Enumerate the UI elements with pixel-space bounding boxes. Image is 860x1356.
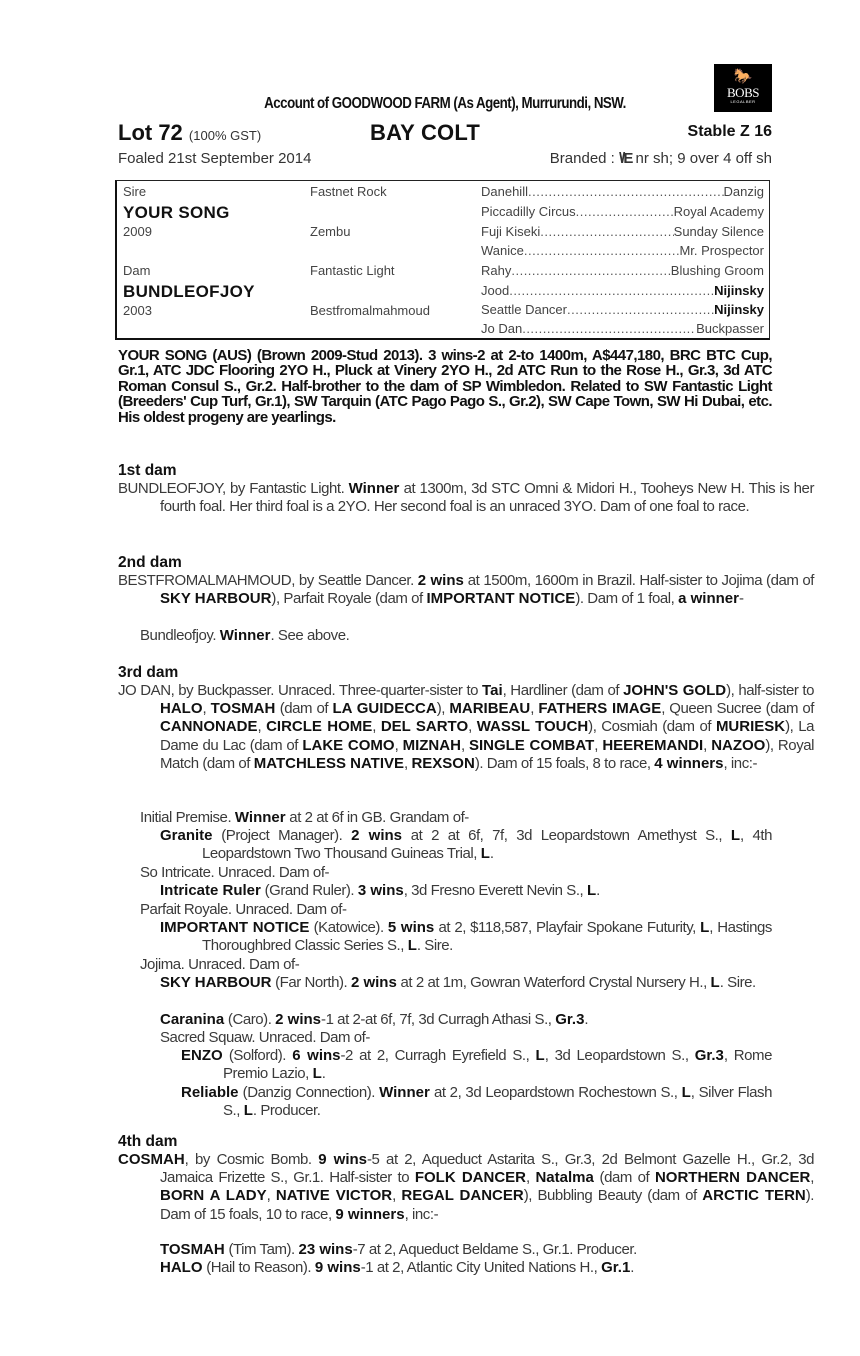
text-run: (Far North).	[271, 974, 351, 991]
bold-name: JOHN'S GOLD	[623, 682, 727, 699]
produce-entry	[181, 1084, 772, 1120]
produce-entry	[160, 1011, 772, 1029]
text-run: Bundleofjoy.	[140, 627, 220, 644]
text-run: ,	[404, 754, 412, 772]
bold-name: 6 wins	[292, 1047, 341, 1064]
bold-name: MARIBEAU	[449, 700, 531, 718]
text-run: (Grand Ruler).	[260, 882, 358, 899]
gst-note: (100% GST)	[188, 128, 262, 143]
sire-name: YOUR SONG	[123, 203, 230, 222]
text-run: So Intricate. Unraced. Dam of-	[140, 864, 330, 881]
text-run: (Solford).	[222, 1047, 293, 1064]
bold-name: L	[535, 1047, 545, 1064]
text-run: ,	[266, 1187, 276, 1205]
bold-name: NAZOO	[711, 736, 766, 754]
bold-name: TOSMAH	[160, 1241, 225, 1258]
leader-dots	[524, 243, 680, 258]
ancestor-left: Fuji Kiseki	[481, 224, 541, 239]
ancestor-left: Rahy	[481, 263, 512, 278]
text-run: . Producer.	[252, 1102, 321, 1120]
text-run: Parfait Royale. Unraced. Dam of-	[140, 901, 347, 918]
text-run: (Tim Tam).	[224, 1241, 299, 1258]
bold-name: TOSMAH	[210, 700, 276, 718]
logo-sub: LEGALBER	[730, 99, 756, 104]
sire-label: Sire	[123, 184, 147, 199]
lot-line	[118, 120, 772, 146]
bold-name: HEEREMANDI	[602, 736, 704, 754]
bold-name: LAKE COMO	[302, 736, 395, 754]
text-run: at 2 at 1m, Gowran Waterford Crystal Nursery H.,	[396, 974, 711, 991]
ancestor-right: Nijinsky	[714, 302, 764, 317]
text-run: , inc:-	[723, 754, 758, 772]
text-run: BUNDLEOFJOY, by Fantastic Light.	[118, 480, 349, 497]
text-run: .	[321, 1065, 326, 1083]
bold-name: 2 wins	[275, 1011, 322, 1028]
text-run: at 1500m, 1600m in Brazil. Half-sister to Jojima (dam of	[463, 572, 814, 589]
bold-name: NATIVE VICTOR	[275, 1187, 393, 1205]
text-run: (Caro).	[224, 1011, 276, 1028]
ancestor-right: Blushing Groom	[670, 263, 764, 278]
bold-name: Winner	[379, 1084, 430, 1101]
grandsire-maternal: Fantastic Light	[310, 263, 395, 278]
pedigree-table	[115, 180, 770, 340]
text-run: ), Royal Match (dam of	[160, 736, 815, 772]
ancestor-left: Danehill	[481, 184, 528, 199]
ancestor-right: Mr. Prospector	[679, 243, 764, 258]
brand-mark: \/E	[619, 150, 632, 167]
ancestor-row	[481, 184, 764, 199]
bold-name: L	[681, 1084, 691, 1101]
bold-name: 2 wins	[417, 572, 464, 589]
ancestor-row	[481, 321, 764, 336]
ancestor-row	[481, 224, 764, 239]
bold-name: BORN A LADY	[160, 1187, 267, 1205]
bold-name: IMPORTANT NOTICE	[160, 919, 310, 936]
bold-name: Tai	[482, 682, 503, 699]
text-run: ,	[392, 1187, 402, 1205]
ancestor-right: Nijinsky	[714, 283, 764, 298]
bold-name: SKY HARBOUR	[160, 590, 272, 608]
text-run: (Danzig Connection).	[238, 1084, 380, 1101]
bold-name: SKY HARBOUR	[160, 974, 272, 991]
bold-name: FOLK DANCER	[414, 1169, 527, 1187]
produce-entry	[160, 1241, 772, 1259]
text-run: Initial Premise.	[140, 809, 235, 826]
produce-entry	[160, 827, 772, 863]
leader-dots	[511, 263, 670, 278]
produce-entry	[160, 882, 772, 900]
bold-name: 2 wins	[350, 974, 397, 991]
bold-name: 23 wins	[298, 1241, 353, 1258]
text-run: . See above.	[270, 627, 350, 644]
bold-name: a winner	[678, 590, 739, 608]
lot-number	[118, 120, 261, 146]
text-run: ), Parfait Royale (dam of	[271, 590, 427, 608]
text-run: at 2 at 6f in GB. Grandam of-	[285, 809, 469, 826]
bold-name: HALO	[160, 1259, 203, 1276]
leader-dots	[528, 184, 724, 199]
bold-name: Gr.3	[694, 1047, 724, 1064]
bold-name: Gr.1	[601, 1259, 631, 1276]
text-run: ,	[703, 736, 712, 754]
bold-name: Granite	[160, 827, 213, 844]
brand-text: nr sh; 9 over 4 off sh	[635, 150, 772, 167]
text-run: at 2 at 6f, 7f, 3d Leopardstown Amethyst S.,	[402, 827, 731, 844]
bold-name: 9 winners	[335, 1205, 405, 1223]
text-run: ),	[436, 700, 450, 718]
sire-summary: YOUR SONG (AUS) (Brown 2009-Stud 2013). 3 wins-2 at 2-to 1400m, A$447,180, BRC BTC Cup, Gr.1, ATC JDC Flooring 2YO H., Pluck at Vinery 2YO H., 2d ATC Run to the Rose H., Gr.3, 3d ATC Roman Consul S., Gr.2. Half-brother to the dam of SP Wimbledon. Related to SW Fantastic Light (Breeders' Cup Turf, Gr.1), SW Tarquin (ATC Pago Pago S., Gr.2), SW Cape Town, SW Hi Dubai, etc. His oldest progeny are yearlings.	[118, 347, 772, 426]
bold-name: L	[710, 974, 720, 991]
bold-name: 9 wins	[314, 1259, 361, 1276]
text-run: -	[738, 590, 744, 608]
ancestor-right: Royal Academy	[673, 204, 764, 219]
bold-name: REGAL DANCER	[401, 1187, 524, 1205]
text-run: BESTFROMALMAHMOUD, by Seattle Dancer.	[118, 572, 418, 589]
produce-entry	[140, 864, 772, 882]
bold-name: Winner	[234, 809, 286, 826]
text-run: -2 at 2, Curragh Eyrefield S.,	[340, 1047, 536, 1064]
ancestor-row	[481, 263, 764, 278]
bold-name: NORTHERN DANCER	[654, 1169, 811, 1187]
leader-dots	[509, 283, 714, 298]
text-run: ,	[526, 1169, 536, 1187]
bold-name: COSMAH	[118, 1151, 185, 1168]
bold-name: LA GUIDECCA	[332, 700, 437, 718]
text-run: , Queen Sucree (dam of	[661, 700, 815, 718]
branded-label: Branded :	[549, 150, 615, 167]
bold-name: Natalma	[535, 1169, 594, 1187]
bold-name: SINGLE COMBAT	[468, 736, 595, 754]
dam-name: BUNDLEOFJOY	[123, 282, 255, 301]
grandsire-paternal: Fastnet Rock	[310, 184, 387, 199]
text-run: ,	[594, 736, 603, 754]
text-run: .	[630, 1259, 634, 1276]
text-run: ), Cosmiah (dam of	[588, 718, 716, 736]
bold-name: Caranina	[160, 1011, 225, 1028]
produce-entry	[140, 901, 772, 919]
lot-title: BAY COLT	[370, 120, 480, 145]
text-run: , 3d Fresno Everett Nevin S.,	[403, 882, 587, 899]
bold-name: CIRCLE HOME	[266, 718, 373, 736]
ancestor-right: Sunday Silence	[673, 224, 764, 239]
text-run: .	[596, 882, 600, 899]
text-run: , by Cosmic Bomb.	[184, 1151, 319, 1168]
produce-entry	[140, 956, 772, 974]
text-run: -7 at 2, Aqueduct Beldame S., Gr.1. Producer.	[352, 1241, 637, 1258]
bold-name: Winner	[219, 627, 271, 644]
bold-name: L	[312, 1065, 322, 1083]
produce-entry	[181, 1047, 772, 1083]
bold-name: IMPORTANT NOTICE	[426, 590, 576, 608]
bold-name: 4 winners	[654, 754, 724, 772]
granddam-maternal: Bestfromalmahmoud	[310, 303, 430, 318]
dam3-text	[118, 682, 814, 773]
text-run: ,	[202, 700, 211, 718]
text-run: (Katowice).	[309, 919, 388, 936]
bold-name: 9 wins	[318, 1151, 367, 1168]
bold-name: REXSON	[411, 754, 475, 772]
dam-label: Dam	[123, 263, 151, 278]
text-run: . Sire.	[416, 937, 453, 955]
heading-4th-dam: 4th dam	[118, 1133, 178, 1150]
produce-entry	[140, 809, 772, 827]
bold-name: MURIESK	[715, 718, 786, 736]
text-run: at 2, $118,587, Playfair Spokane Futurity,	[434, 919, 701, 936]
text-run: ). Dam of 15 foals, 8 to race,	[474, 754, 655, 772]
ancestor-left: Piccadilly Circus	[481, 204, 576, 219]
bold-name: MATCHLESS NATIVE	[253, 754, 405, 772]
text-run: ,	[257, 718, 267, 736]
bold-name: HALO	[160, 700, 203, 718]
granddam-paternal: Zembu	[310, 224, 351, 239]
heading-3rd-dam: 3rd dam	[118, 664, 179, 681]
bold-name: L	[730, 827, 741, 844]
bold-name: MIZNAH	[402, 736, 461, 754]
heading-1st-dam: 1st dam	[118, 462, 177, 479]
ancestor-left: Jo Dan	[481, 321, 523, 336]
produce-entry	[160, 919, 772, 955]
text-run: .	[584, 1011, 589, 1028]
ancestor-row	[481, 302, 764, 317]
text-run: , Hastings Thoroughbred Classic Series S.,	[202, 919, 772, 955]
text-run: at 1300m, 3d STC Omni & Midori H., Tooheys New H. This is her fourth foal. Her third foal is a 2YO. Her second foal is an unraced 3YO. Dam of one foal to race.	[160, 480, 814, 516]
bold-name: Gr.3	[555, 1011, 585, 1028]
brand-info	[550, 150, 772, 167]
bold-name: Winner	[348, 480, 400, 497]
text-run: ). Dam of 15 foals, 10 to race,	[160, 1187, 814, 1223]
bold-name: 2 wins	[351, 827, 402, 844]
racehorse-icon: 🐎	[733, 68, 753, 85]
text-run: , Silver Flash S.,	[223, 1084, 772, 1120]
bold-name: CANNONADE	[160, 718, 258, 736]
text-run: ,	[460, 736, 469, 754]
text-run: -5 at 2, Aqueduct Astarita S., Gr.3, 2d Belmont Gazelle H., Gr.2, 3d Jamaica Frizette S., Gr.1. Half-sister to	[160, 1151, 814, 1187]
dam-year: 2003	[123, 303, 152, 318]
dam1-text	[118, 480, 814, 516]
dam2-produce	[140, 627, 772, 645]
text-run: (Project Manager).	[212, 827, 352, 844]
stable-location: Stable Z 16	[687, 123, 772, 140]
text-run: JO DAN, by Buckpasser. Unraced. Three-quarter-sister to	[118, 682, 483, 699]
bold-name: L	[700, 919, 710, 936]
text-run: ), half-sister to	[726, 682, 814, 699]
text-run: Sacred Squaw. Unraced. Dam of-	[160, 1029, 370, 1046]
ancestor-left: Seattle Dancer	[481, 302, 567, 317]
text-run: -1 at 2, Atlantic City United Nations H.,	[360, 1259, 602, 1276]
ancestor-left: Wanice	[481, 243, 524, 258]
leader-dots	[522, 321, 696, 336]
ancestor-row	[481, 243, 764, 258]
bold-name: Reliable	[181, 1084, 239, 1101]
sire-year: 2009	[123, 224, 152, 239]
ancestor-right: Danzig	[723, 184, 764, 199]
produce-entry	[160, 974, 772, 992]
bold-name: DEL SARTO	[380, 718, 469, 736]
text-run: , 4th Leopardstown Two Thousand Guineas Trial,	[202, 827, 772, 863]
text-run: , 3d Leopardstown S.,	[544, 1047, 695, 1064]
heading-2nd-dam: 2nd dam	[118, 554, 182, 571]
bold-name: ARCTIC TERN	[702, 1187, 806, 1205]
text-run: , Rome Premio Lazio,	[223, 1047, 772, 1083]
text-run: at 2, 3d Leopardstown Rochestown S.,	[429, 1084, 682, 1101]
bold-name: FATHERS IMAGE	[538, 700, 662, 718]
bold-name: L	[480, 845, 490, 863]
text-run: .	[489, 845, 494, 863]
leader-dots	[576, 204, 674, 219]
bold-name: ENZO	[181, 1047, 223, 1064]
text-run: ,	[468, 718, 477, 736]
ancestor-left: Jood	[481, 283, 510, 298]
text-run: , inc:-	[404, 1205, 439, 1223]
text-run: (Hail to Reason).	[202, 1259, 315, 1276]
foaled-date: Foaled 21st September 2014	[118, 150, 312, 167]
text-run: ). Dam of 1 foal,	[575, 590, 679, 608]
lot-label: Lot 72	[118, 120, 183, 145]
text-run: ,	[394, 736, 403, 754]
text-run: ,	[810, 1169, 815, 1187]
bold-name: WASSL TOUCH	[476, 718, 589, 736]
text-run: , Hardliner (dam of	[502, 682, 624, 699]
text-run: . Sire.	[719, 974, 756, 991]
logo-word: BOBS	[727, 85, 759, 100]
text-run: (dam of	[593, 1169, 655, 1187]
ancestor-row	[481, 204, 764, 219]
text-run: ,	[530, 700, 539, 718]
vendor-account: Account of GOODWOOD FARM (As Agent), Murrurundi, NSW.	[264, 95, 626, 112]
bold-name: 3 wins	[357, 882, 404, 899]
text-run: Jojima. Unraced. Dam of-	[140, 956, 300, 973]
ancestor-right: Buckpasser	[696, 321, 764, 336]
text-run: ,	[372, 718, 381, 736]
bold-name: L	[243, 1102, 253, 1120]
ancestor-row	[481, 283, 764, 298]
bold-name: L	[587, 882, 597, 899]
dam2-text	[118, 572, 814, 608]
text-run: ), La Dame du Lac (dam of	[160, 718, 815, 754]
bold-name: Intricate Ruler	[160, 882, 261, 899]
leader-dots	[567, 302, 714, 317]
bold-name: 5 wins	[387, 919, 435, 936]
text-run: -1 at 2-at 6f, 7f, 3d Curragh Athasi S.,	[321, 1011, 556, 1028]
text-run: ), Bubbling Beauty (dam of	[523, 1187, 703, 1205]
produce-entry	[160, 1029, 772, 1047]
produce-entry	[160, 1259, 772, 1277]
bold-name: L	[407, 937, 417, 955]
leader-dots	[540, 224, 673, 239]
dam4-text	[118, 1151, 814, 1224]
text-run: (dam of	[275, 700, 333, 718]
